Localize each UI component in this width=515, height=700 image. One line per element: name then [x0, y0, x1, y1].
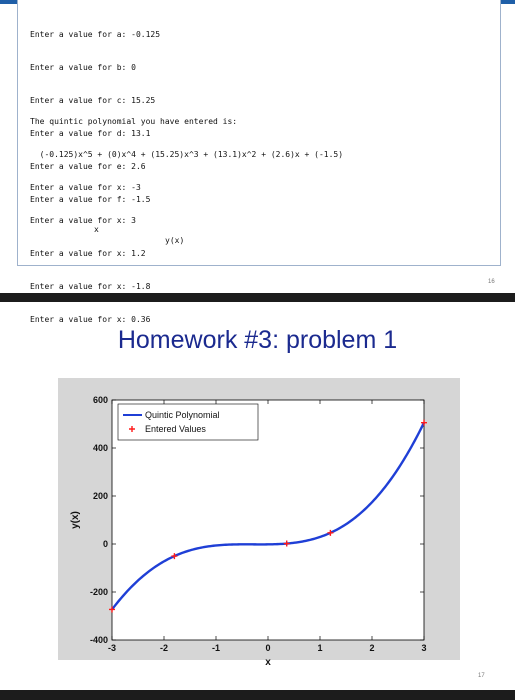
table-header-x: x: [94, 225, 99, 234]
x-prompt-line: Enter a value for x: 0.36: [30, 315, 151, 324]
x-tick-label: 2: [369, 643, 375, 653]
figure-panel: [58, 378, 460, 668]
x-prompt-line: Enter a value for x: -3: [30, 183, 141, 192]
x-tick-label: -3: [107, 643, 117, 653]
slide-number: 17: [478, 673, 485, 679]
slide-title: Homework #3: problem 1: [117, 326, 398, 354]
prompt-line: Enter a value for f: -1.5: [30, 195, 151, 204]
prompt-line: Enter a value for c: 15.25: [30, 96, 156, 105]
x-axis-label: x: [265, 657, 271, 668]
prompt-line: Enter a value for d: 13.1: [30, 129, 151, 138]
prompt-line: Enter a value for b: 0: [30, 63, 136, 72]
y-tick-label: 400: [92, 443, 108, 453]
y-tick-label: 0: [102, 539, 108, 549]
x-prompt-line: Enter a value for x: -1.8: [30, 282, 151, 291]
prompt-line: Enter a value for a: -0.125: [30, 30, 161, 39]
legend-label: Entered Values: [145, 424, 206, 434]
slide-divider: [0, 293, 515, 302]
table-row: [30, 311, 59, 322]
prompt-line: Enter a value for e: 2.6: [30, 162, 146, 171]
y-tick-label: -200: [89, 587, 108, 597]
x-prompt-line: Enter a value for x: 3: [30, 216, 136, 225]
y-axis-label: y(x): [70, 511, 81, 529]
table-header-y: y(x): [165, 236, 185, 245]
x-tick-label: -1: [211, 643, 221, 653]
table-row: [30, 377, 59, 388]
table-row: [30, 410, 59, 421]
polynomial-output: [30, 94, 343, 347]
x-tick-label: -2: [159, 643, 169, 653]
table-row: [30, 278, 59, 289]
legend-label: Quintic Polynomial: [145, 410, 220, 420]
slide-divider: [0, 690, 515, 700]
y-tick-label: 600: [92, 395, 108, 405]
x-tick-label: 0: [265, 643, 271, 653]
y-tick-label: 200: [92, 491, 108, 501]
x-tick-label: 1: [317, 643, 323, 653]
slide-number: 16: [488, 279, 495, 285]
polynomial-header: The quintic polynomial you have entered is:: [30, 117, 238, 126]
quintic-plot: [58, 378, 460, 668]
y-tick-label: -400: [89, 635, 108, 645]
x-prompt-line: Enter a value for x: 1.2: [30, 249, 146, 258]
x-tick-label: 3: [421, 643, 427, 653]
polynomial-expression: (-0.125)x^5 + (0)x^4 + (15.25)x^3 + (13.1)x^2 + (2.6)x + (-1.5): [30, 150, 344, 159]
